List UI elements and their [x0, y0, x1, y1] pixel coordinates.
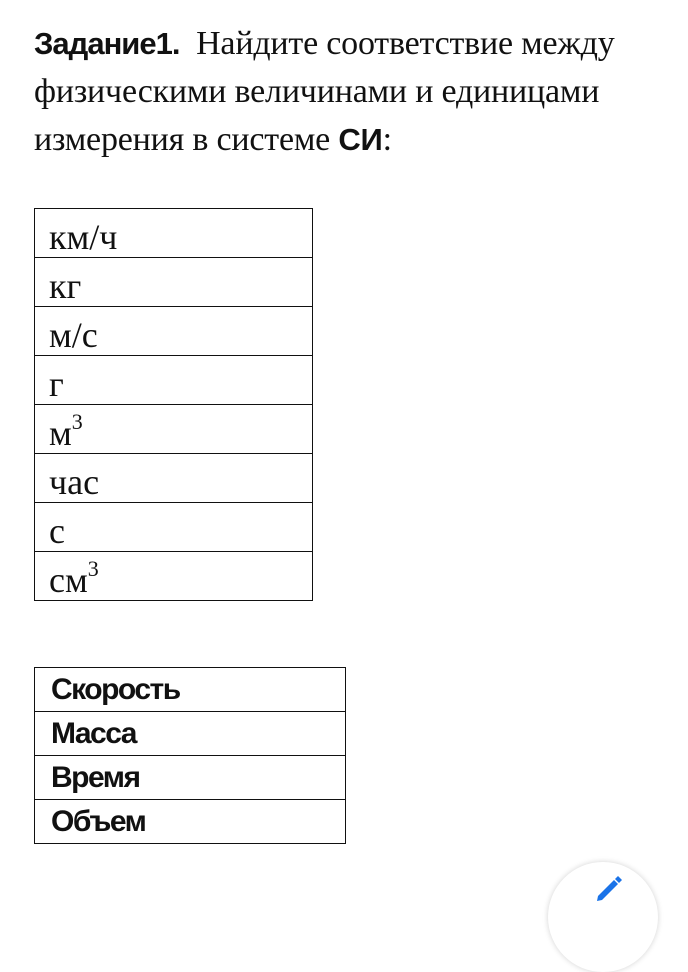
quantities-table [34, 667, 346, 844]
unit-cell: с [35, 503, 313, 552]
table-row [35, 668, 346, 712]
table-row [35, 209, 313, 258]
quantity-cell: Время [35, 756, 346, 800]
table-row [35, 405, 313, 454]
edit-button[interactable] [548, 862, 658, 972]
task-label: Задание1. [34, 26, 180, 61]
units-table [34, 208, 313, 601]
quantity-cell: Скорость [35, 668, 346, 712]
unit-cell: час [35, 454, 313, 503]
table-row [35, 503, 313, 552]
task-text-end: : [382, 121, 392, 158]
task-text: Найдите соответствие между физическими величинами и единицами измерения в системе [34, 25, 615, 158]
unit-cell: м/с [35, 307, 313, 356]
task-emphasis: СИ [338, 122, 383, 157]
table-row [35, 307, 313, 356]
unit-cell: кг [35, 258, 313, 307]
table-row [35, 454, 313, 503]
table-row [35, 552, 313, 601]
table-row [35, 258, 313, 307]
quantity-cell: Масса [35, 712, 346, 756]
table-row [35, 356, 313, 405]
table-row [35, 712, 346, 756]
unit-cell: $м^3$ [35, 405, 313, 454]
unit-cell: г [35, 356, 313, 405]
table-row [35, 756, 346, 800]
quantity-cell: Объем [35, 800, 346, 844]
table-row [35, 800, 346, 844]
pencil-icon [594, 872, 624, 902]
task-statement [34, 20, 664, 164]
unit-cell: $см^3$ [35, 552, 313, 601]
unit-cell: км/ч [35, 209, 313, 258]
